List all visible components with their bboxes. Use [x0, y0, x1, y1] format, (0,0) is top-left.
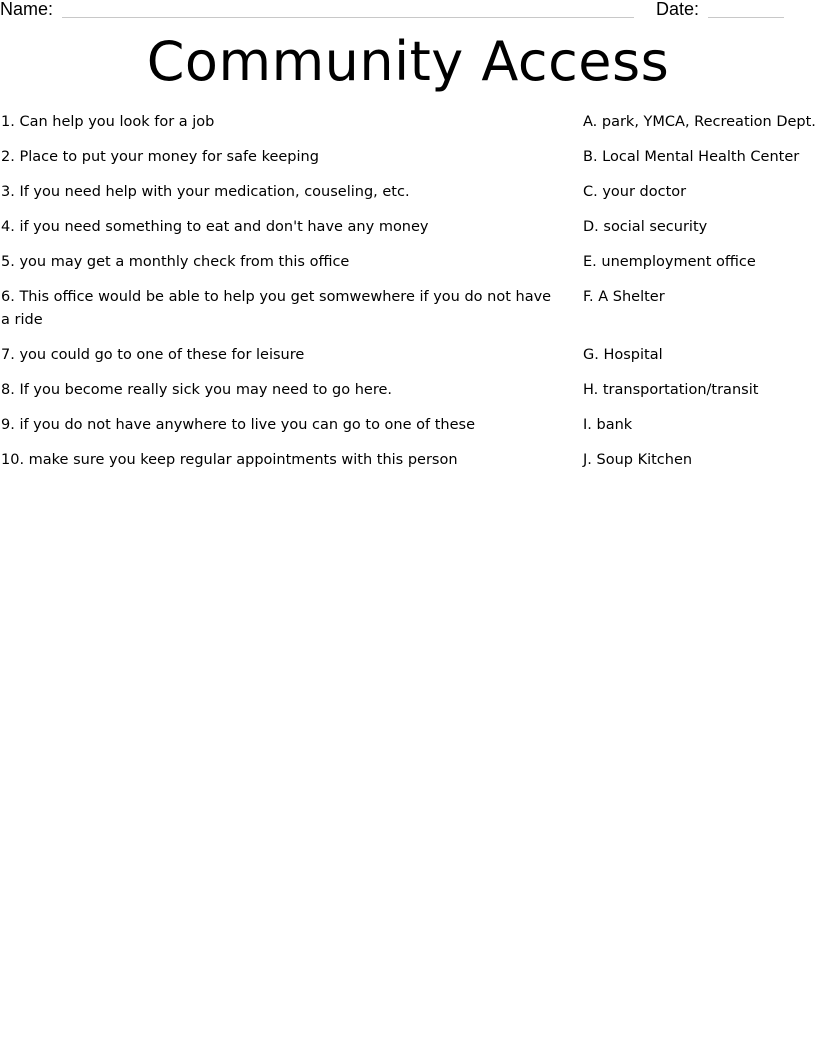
- answer-item: H. transportation/transit: [583, 382, 759, 398]
- answer-item: J. Soup Kitchen: [583, 452, 693, 468]
- matching-row: [0, 379, 816, 402]
- clue-item: 5. you may get a monthly check from this office: [1, 254, 350, 270]
- answer-item: D. social security: [583, 219, 708, 235]
- answer-item: A. park, YMCA, Recreation Dept.: [583, 114, 816, 130]
- clue-item: 1. Can help you look for a job: [1, 114, 215, 130]
- clue-item: 7. you could go to one of these for leisure: [1, 347, 305, 363]
- answer-item: B. Local Mental Health Center: [583, 149, 800, 165]
- worksheet-header: [0, 0, 816, 22]
- clue-item: 8. If you become really sick you may need to go here.: [1, 382, 392, 398]
- clue-item: 2. Place to put your money for safe keeping: [1, 149, 319, 165]
- matching-row: [0, 449, 816, 472]
- answer-item: I. bank: [583, 417, 633, 433]
- clue-item: 10. make sure you keep regular appointments with this person: [1, 452, 458, 468]
- matching-row: [0, 216, 816, 239]
- clue-item: 9. if you do not have anywhere to live you can go to one of these: [1, 417, 476, 433]
- clue-item: 4. if you need something to eat and don't have any money: [1, 219, 429, 235]
- answer-item: C. your doctor: [583, 184, 687, 200]
- matching-row: [0, 414, 816, 437]
- date-blank-line[interactable]: [708, 17, 784, 18]
- matching-row: [0, 181, 816, 204]
- matching-row: [0, 251, 816, 274]
- matching-row: [0, 286, 816, 332]
- answer-item: F. A Shelter: [583, 289, 665, 305]
- page-title: Community Access: [146, 30, 670, 93]
- matching-row: [0, 344, 816, 367]
- matching-list: [0, 111, 816, 484]
- matching-row: [0, 146, 816, 169]
- matching-row: [0, 111, 816, 134]
- date-label: Date:: [656, 0, 700, 19]
- clue-item: 3. If you need help with your medication, couseling, etc.: [1, 184, 410, 200]
- name-label: Name:: [0, 0, 54, 19]
- clue-item: 6. This office would be able to help you get somwewhere if you do not have a ride: [1, 289, 552, 328]
- answer-item: G. Hospital: [583, 347, 663, 363]
- name-blank-line[interactable]: [62, 17, 634, 18]
- answer-item: E. unemployment office: [583, 254, 756, 270]
